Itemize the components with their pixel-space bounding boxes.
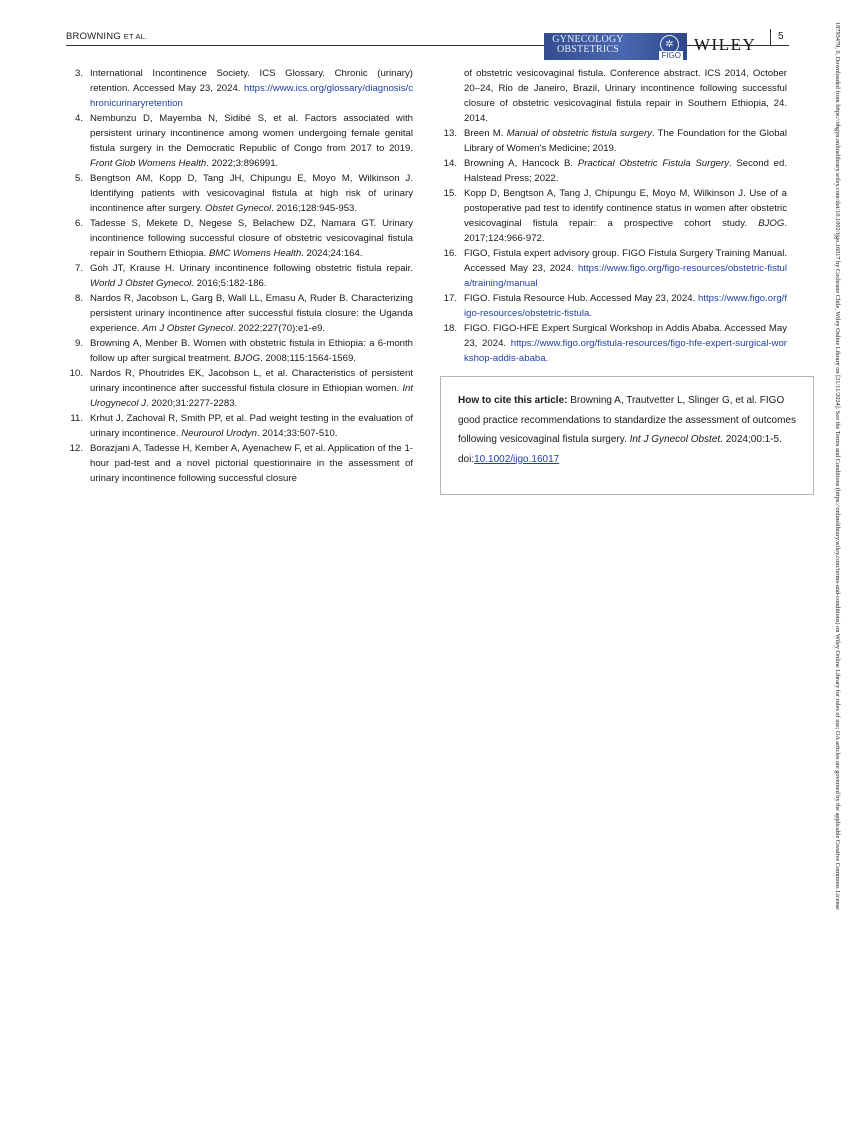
reference-number: 13 .	[440, 126, 457, 141]
reference-text: . 2017;124:966-972.	[464, 218, 787, 244]
reference-text: . 2022;3:896991.	[206, 158, 279, 169]
reference-item	[66, 411, 413, 441]
reference-item	[66, 291, 413, 336]
publisher-logo[interactable]: WILEY	[694, 35, 757, 54]
reference-text: Krhut J, Zachoval R, Smith PP, et al. Pad weight testing in the evaluation of urinary incontinence.	[90, 413, 413, 439]
reference-text: Nembunzu D, Mayemba N, Sidibé S, et al. Factors associated with persistent urinary incontinence among women undergoing female genital fistula surgery in the Democratic Republic of Congo from 2017 to 2019.	[90, 113, 413, 154]
reference-number: 12 .	[66, 441, 83, 456]
reference-item	[440, 246, 787, 291]
reference-text: International Incontinence Society. ICS Glossary. Chronic (urinary) retention. Accessed May 23, 2024.	[90, 68, 413, 94]
reference-text: Nardos R, Jacobson L, Garg B, Wall LL, Emasu A, Ruder B. Characterizing persistent urinary incontinence after successful fistula closure: the Uganda experience.	[90, 293, 413, 334]
figo-emblem-icon: ✲	[660, 35, 679, 54]
reference-text: . 2016;5:182-186.	[191, 278, 267, 289]
reference-item	[66, 171, 413, 216]
reference-text: Browning A, Menber B. Women with obstetric fistula in Ethiopia: a 6-month follow up after surgical treatment.	[90, 338, 413, 364]
page-number: 5	[778, 31, 784, 42]
reference-number: 5 .	[66, 171, 83, 186]
reference-item	[440, 66, 787, 126]
reference-item	[66, 216, 413, 261]
reference-number: 18 .	[440, 321, 457, 336]
journal-logo[interactable]	[544, 33, 687, 60]
reference-journal: Int Urogynecol J	[90, 383, 413, 409]
reference-text: FIGO, Fistula expert advisory group. FIGO Fistula Surgery Training Manual. Accessed May 23, 2024.	[464, 248, 787, 274]
reference-text: FIGO. Fistula Resource Hub. Accessed May 23, 2024.	[464, 293, 698, 304]
citation-doi-link[interactable]: 10.1002/ijgo.16017	[474, 453, 560, 465]
citation-authors: Browning A, Trautvetter L, Slinger G, et al. FIGO good practice recommendations to standardize the assessment of outcomes following vesicovaginal fistula surgery.	[458, 395, 796, 445]
reference-text: . 2016;128:945-953.	[271, 203, 358, 214]
figo-label: FIGO	[661, 51, 681, 60]
reference-number: 11 .	[66, 411, 83, 426]
reference-text: . 2008;115:1564-1569.	[260, 353, 356, 364]
reference-link[interactable]: https://www.ics.org/glossary/diagnosis/chronicurinaryretention	[90, 83, 413, 109]
running-head-etal: ET AL.	[123, 32, 148, 41]
reference-journal: Manual of obstetric fistula surgery	[506, 128, 652, 139]
reference-journal: BMC Womens Health	[208, 248, 302, 259]
reference-item	[66, 66, 413, 111]
reference-number: 6 .	[66, 216, 83, 231]
reference-journal: World J Obstet Gynecol	[90, 278, 192, 289]
reference-text: . 2024;24:164.	[301, 248, 363, 259]
reference-number: 17 .	[440, 291, 457, 306]
reference-number: 16 .	[440, 246, 457, 261]
reference-text: FIGO. FIGO-HFE Expert Surgical Workshop in Addis Ababa. Accessed May 23, 2024.	[464, 323, 787, 349]
reference-number: 9 .	[66, 336, 83, 351]
references-right-column	[440, 66, 787, 366]
reference-number: 3 .	[66, 66, 83, 81]
reference-item	[66, 261, 413, 291]
journal-title: GYNECOLOGY OBSTETRICS	[552, 34, 624, 55]
reference-number: 14 .	[440, 156, 457, 171]
reference-item	[66, 441, 413, 486]
references-left-column	[66, 66, 413, 486]
citation-box	[440, 376, 814, 495]
reference-journal: Neurourol Urodyn	[181, 428, 257, 439]
reference-text: Bengtson AM, Kopp D, Tang JH, Chipungu E, Moyo M, Wilkinson J. Identifying patients with vesicovaginal fistula at high risk of urinary incontinence after surgery.	[90, 173, 413, 214]
reference-text: Breen M.	[464, 128, 507, 139]
reference-number: 7 .	[66, 261, 83, 276]
page-number-divider	[770, 29, 771, 45]
citation-journal: Int J Gynecol Obstet	[629, 434, 721, 445]
reference-text: . 2020;31:2277-2283.	[146, 398, 238, 409]
running-head-author: BROWNING ET AL.	[66, 31, 148, 42]
reference-text: Kopp D, Bengtson A, Tang J, Chipungu E, Moyo M, Wilkinson J. Use of a postoperative pad test to identify continence status in women after obstetric vesicovaginal fistula repair: a prospective cohort study.	[464, 188, 787, 229]
reference-number: 15 .	[440, 186, 457, 201]
reference-text: . Second ed. Halstead Press; 2022.	[464, 158, 787, 184]
reference-text: . 2022;227(70):e1-e9.	[232, 323, 326, 334]
reference-number: 4 .	[66, 111, 83, 126]
reference-journal: Practical Obstetric Fistula Surgery	[577, 158, 729, 169]
reference-journal: Front Glob Womens Health	[90, 158, 207, 169]
reference-journal: Am J Obstet Gynecol	[142, 323, 233, 334]
reference-text: . 2014;33:507-510.	[256, 428, 338, 439]
reference-number: 8 .	[66, 291, 83, 306]
reference-text: Borazjani A, Tadesse H, Kember A, Ayenachew F, et al. Application of the 1-hour pad-test and a novel pictorial questionnaire in the assessment of urinary incontinence following successful closure	[90, 443, 413, 484]
reference-link[interactable]: https://www.figo.org/figo-resources/obstetric-fistula/training/manual	[464, 263, 787, 289]
citation-details: . 2024;00:1-5. doi:	[458, 434, 782, 465]
reference-text: Goh JT, Krause H. Urinary incontinence following obstetric fistula repair.	[90, 263, 413, 274]
reference-item	[440, 126, 787, 156]
reference-item	[66, 366, 413, 411]
citation-label: How to cite this article:	[458, 395, 568, 406]
reference-text: of obstetric vesicovaginal fistula. Conference abstract. ICS 2014, October 20–24, Rio de Janeiro, Brazil, Urinary incontinence following successful closure of obstetric vesicovaginal fistula repair in Southern Ethiopia, 24. 2014.	[464, 68, 787, 124]
reference-text: Nardos R, Phoutrides EK, Jacobson L, et al. Characteristics of persistent urinary incontinence after successful fistula closure in Ethiopian women.	[90, 368, 413, 394]
reference-item	[440, 186, 787, 246]
reference-number: 10 .	[66, 366, 83, 381]
download-notice: 18793479, 0, Downloaded from https://obgyn.onlinelibrary.wiley.com/doi/10.1002/ijgo.16017 by Cochrane Chile, Wiley Online Library on [21/11/2024]. See the Terms and Conditions (https://onlinelibrary.wiley.com/terms-and-conditions) on Wiley Online Library for rules of use; OA articles are governed by the applicable Creative Commons License	[834, 22, 841, 910]
reference-item	[66, 111, 413, 171]
reference-item	[440, 291, 787, 321]
reference-link[interactable]: https://www.figo.org/figo-resources/obstetric-fistula.	[464, 293, 787, 319]
reference-item	[440, 156, 787, 186]
reference-text: Browning A, Hancock B.	[464, 158, 578, 169]
reference-journal: BJOG	[233, 353, 261, 364]
reference-journal: BJOG	[758, 218, 785, 229]
reference-link[interactable]: https://www.figo.org/fistula-resources/figo-hfe-expert-surgical-workshop-addis-ababa.	[464, 338, 787, 364]
reference-journal: Obstet Gynecol	[205, 203, 272, 214]
reference-item	[440, 321, 787, 366]
reference-item	[66, 336, 413, 366]
reference-text: . The Foundation for the Global Library of Women's Medicine; 2019.	[464, 128, 787, 154]
reference-text: Tadesse S, Mekete D, Negese S, Belachew DZ, Namara GT. Urinary incontinence following successful closure of obstetric vesicovaginal fistula repair in Southern Ethiopia.	[90, 218, 413, 259]
